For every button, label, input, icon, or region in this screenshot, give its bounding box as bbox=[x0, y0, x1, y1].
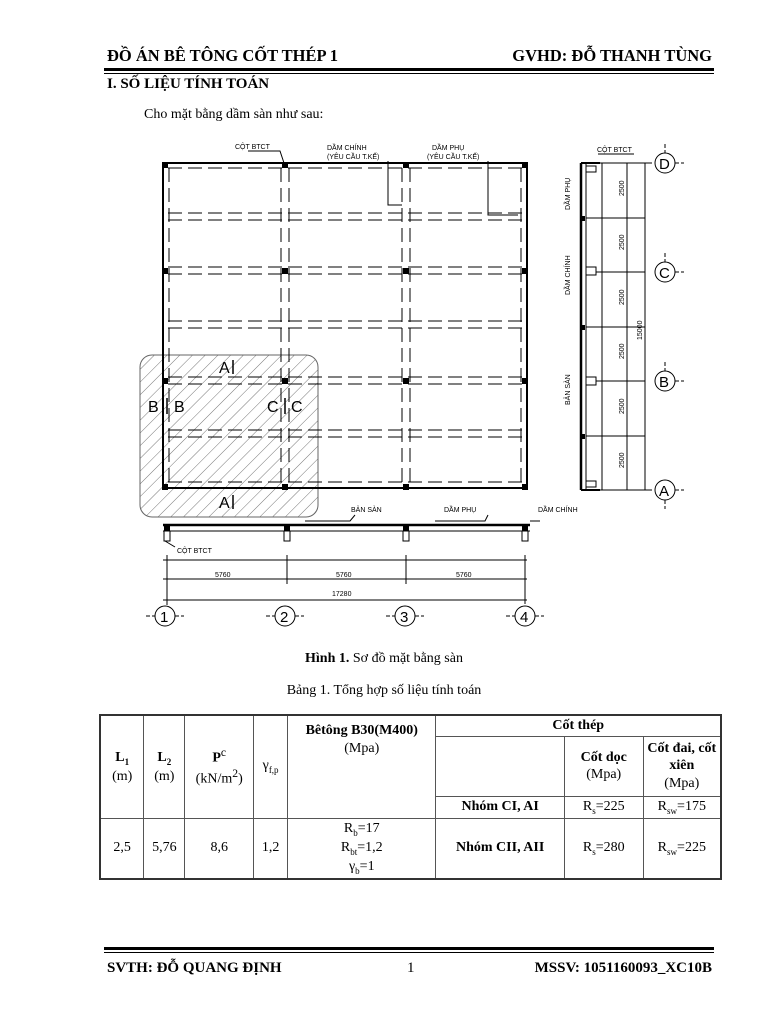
section-mark-b-right: B bbox=[174, 399, 185, 416]
header-gamma: $\gamma_{f,p}$ bbox=[254, 715, 288, 818]
side-span-4: 2500 bbox=[619, 343, 626, 359]
elev-label-column: CỘT BTCT bbox=[177, 548, 212, 555]
header-long-bar: Cốt dọc (Mpa) bbox=[564, 736, 643, 796]
row2-rs: $R_s=280$ bbox=[564, 818, 643, 879]
grid-a: A bbox=[659, 483, 670, 500]
data-table bbox=[99, 714, 722, 880]
side-span-3: 2500 bbox=[619, 289, 626, 305]
label-secondary-beam-note: (YÊU CẦU T.KẾ) bbox=[427, 154, 480, 161]
row2-group: Nhóm CII, AII bbox=[436, 818, 564, 879]
span-2: 5760 bbox=[336, 572, 352, 579]
side-span-2: 2500 bbox=[619, 234, 626, 250]
label-main-beam-note: (YÊU CẦU T.KẾ) bbox=[327, 154, 380, 161]
label-main-beam: DẦM CHÍNH bbox=[327, 145, 367, 152]
side-label-column: CỘT BTCT bbox=[597, 147, 632, 154]
header-course-title: ĐỒ ÁN BÊ TÔNG CỐT THÉP 1 bbox=[107, 46, 339, 65]
row1-rsw: $R_{sw}=175$ bbox=[643, 796, 721, 818]
row2-l1: 2,5 bbox=[100, 818, 144, 879]
section-mark-c-right: C bbox=[291, 399, 303, 416]
header-l2: $L_2$ (m) bbox=[144, 715, 185, 818]
figure-caption bbox=[0, 651, 768, 667]
section-mark-a-bottom: A bbox=[219, 495, 230, 512]
footer-student: SVTH: ĐỖ QUANG ĐỊNH bbox=[107, 960, 282, 976]
grid-2: 2 bbox=[280, 609, 289, 626]
header-steel: Cốt thép bbox=[436, 715, 721, 736]
elev-label-main-beam: DẦM CHÍNH bbox=[538, 507, 578, 514]
header-stirrup: Cốt đai, cốt xiên (Mpa) bbox=[643, 736, 721, 796]
grid-1: 1 bbox=[160, 609, 169, 626]
side-label-slab: BẢN SÀN bbox=[565, 374, 572, 405]
total-span: 17280 bbox=[332, 591, 352, 598]
figure-caption-label: Hình 1. bbox=[305, 651, 350, 666]
intro-text: Cho mặt bằng dầm sàn như sau: bbox=[144, 107, 324, 122]
row1-group: Nhóm CI, AI bbox=[436, 796, 564, 818]
figure-caption-text: Sơ đồ mặt bằng sàn bbox=[349, 651, 463, 666]
elev-label-secondary-beam: DẦM PHỤ bbox=[444, 507, 477, 514]
row2-l2: 5,76 bbox=[144, 818, 185, 879]
span-1: 5760 bbox=[215, 572, 231, 579]
elev-label-slab: BẢN SÀN bbox=[351, 507, 382, 514]
section-mark-a-top: A bbox=[219, 360, 230, 377]
header-steel-group bbox=[436, 736, 564, 796]
row2-gamma: 1,2 bbox=[254, 818, 288, 879]
row2-rsw: $R_{sw}=225$ bbox=[643, 818, 721, 879]
footer-student-id: MSSV: 1051160093_XC10B bbox=[534, 960, 712, 976]
side-label-main-beam: DẦM CHÍNH bbox=[565, 255, 572, 295]
header-l1: $L_1$ (m) bbox=[100, 715, 144, 818]
grid-b: B bbox=[659, 374, 670, 391]
header-concrete: Bêtông B30(M400) (Mpa) bbox=[288, 715, 436, 818]
section-mark-b-left: B bbox=[148, 399, 159, 416]
span-3: 5760 bbox=[456, 572, 472, 579]
side-span-1: 2500 bbox=[619, 180, 626, 196]
side-total: 15000 bbox=[637, 320, 644, 340]
row2-concrete: $R_b=17$ $R_{bt}=1,2$ $\gamma_b=1$ bbox=[288, 818, 436, 879]
grid-3: 3 bbox=[400, 609, 409, 626]
row1-rs: $R_s=225$ bbox=[564, 796, 643, 818]
section-title: I. SỐ LIỆU TÍNH TOÁN bbox=[107, 76, 270, 92]
footer-page-number: 1 bbox=[407, 960, 415, 976]
footer-rule-thin bbox=[104, 952, 714, 953]
side-span-5: 2500 bbox=[619, 398, 626, 414]
side-label-secondary-beam: DẦM PHỤ bbox=[565, 177, 572, 210]
header-p: $P^c$ $(kN/m^2)$ bbox=[185, 715, 254, 818]
grid-4: 4 bbox=[520, 609, 529, 626]
row2-p: 8,6 bbox=[185, 818, 254, 879]
table-caption: Bảng 1. Tổng hợp số liệu tính toán bbox=[286, 683, 482, 698]
side-span-6: 2500 bbox=[619, 452, 626, 468]
grid-d: D bbox=[659, 156, 670, 173]
label-secondary-beam: DẦM PHỤ bbox=[432, 145, 465, 152]
grid-c: C bbox=[659, 265, 670, 282]
footer-rule-thick bbox=[104, 947, 714, 950]
label-column: CỘT BTCT bbox=[235, 144, 270, 151]
section-mark-c-left: C bbox=[267, 399, 279, 416]
header-supervisor: GVHD: ĐỖ THANH TÙNG bbox=[512, 46, 712, 65]
